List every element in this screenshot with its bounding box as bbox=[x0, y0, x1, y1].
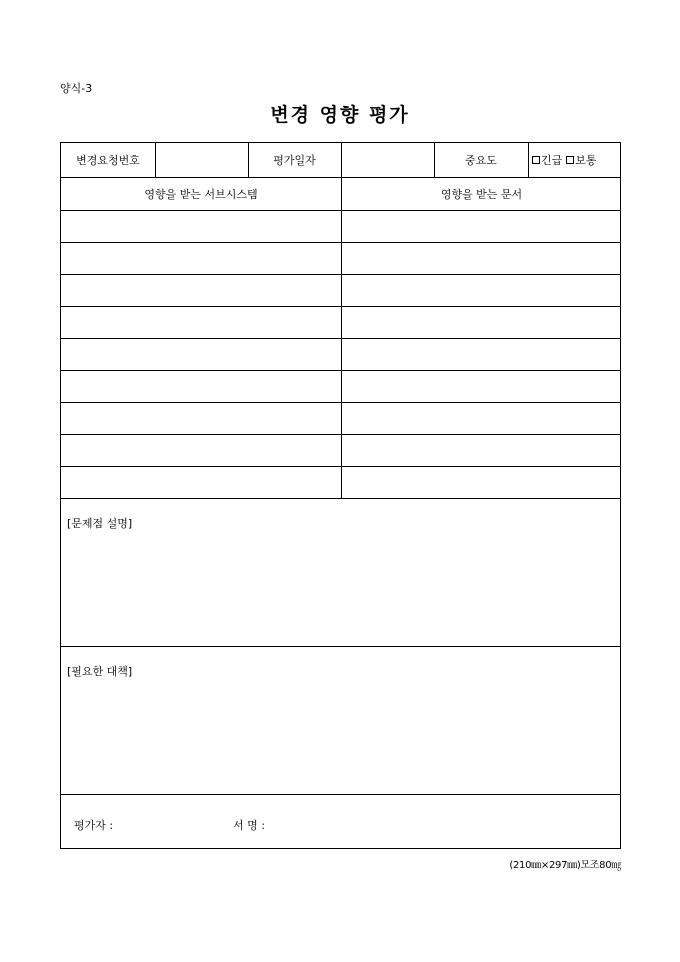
document-cell[interactable] bbox=[341, 466, 622, 498]
divider bbox=[528, 143, 529, 177]
evaluator-field[interactable] bbox=[133, 809, 221, 835]
evaluator-label: 평가자 : bbox=[74, 819, 114, 832]
divider bbox=[341, 143, 342, 498]
divider bbox=[155, 143, 156, 177]
subsystem-cell[interactable] bbox=[61, 402, 341, 434]
document-cell[interactable] bbox=[341, 402, 622, 434]
urgent-option-label: 긴급 bbox=[541, 154, 563, 167]
subsystem-cell[interactable] bbox=[61, 466, 341, 498]
subsystem-cell[interactable] bbox=[61, 434, 341, 466]
eval-date-field[interactable] bbox=[341, 143, 434, 177]
document-cell[interactable] bbox=[341, 338, 622, 370]
paper-spec-note: (210㎜×297㎜)모조80㎎ bbox=[509, 860, 621, 871]
subsystem-cell[interactable] bbox=[61, 370, 341, 402]
divider bbox=[61, 794, 620, 795]
signature-field[interactable] bbox=[283, 809, 483, 835]
subsystem-cell[interactable] bbox=[61, 242, 341, 274]
documents-column-header: 영향을 받는 문서 bbox=[440, 187, 523, 201]
request-no-field[interactable] bbox=[155, 143, 248, 177]
problem-description-label: [문제점 설명] bbox=[67, 517, 133, 530]
document-cell[interactable] bbox=[341, 210, 622, 242]
assessment-form bbox=[60, 142, 621, 849]
required-measures-area[interactable] bbox=[61, 647, 622, 794]
eval-date-label: 평가일자 bbox=[273, 154, 316, 167]
importance-options bbox=[528, 143, 622, 177]
normal-option-label: 보통 bbox=[575, 154, 597, 167]
document-cell[interactable] bbox=[341, 306, 622, 338]
document-cell[interactable] bbox=[341, 274, 622, 306]
importance-label: 중요도 bbox=[465, 154, 497, 167]
subsystem-cell[interactable] bbox=[61, 274, 341, 306]
page-title: 변경 영향 평가 bbox=[270, 104, 410, 126]
subsystems-column-header: 영향을 받는 서브시스템 bbox=[144, 187, 258, 201]
urgent-option[interactable] bbox=[532, 152, 562, 168]
form-code: 양식-3 bbox=[60, 82, 93, 95]
checkbox-icon bbox=[532, 156, 540, 164]
document-cell[interactable] bbox=[341, 370, 622, 402]
signature-label: 서 명 : bbox=[233, 819, 265, 832]
document-cell[interactable] bbox=[341, 242, 622, 274]
subsystem-cell[interactable] bbox=[61, 338, 341, 370]
problem-description-area[interactable] bbox=[61, 499, 622, 646]
document-cell[interactable] bbox=[341, 434, 622, 466]
divider bbox=[248, 143, 249, 177]
required-measures-label: [필요한 대책] bbox=[67, 665, 133, 678]
divider bbox=[61, 498, 620, 499]
normal-option[interactable] bbox=[566, 152, 596, 168]
subsystem-cell[interactable] bbox=[61, 210, 341, 242]
subsystem-cell[interactable] bbox=[61, 306, 341, 338]
divider bbox=[61, 646, 620, 647]
divider bbox=[434, 143, 435, 177]
request-no-label: 변경요청번호 bbox=[76, 154, 140, 167]
checkbox-icon bbox=[566, 156, 574, 164]
